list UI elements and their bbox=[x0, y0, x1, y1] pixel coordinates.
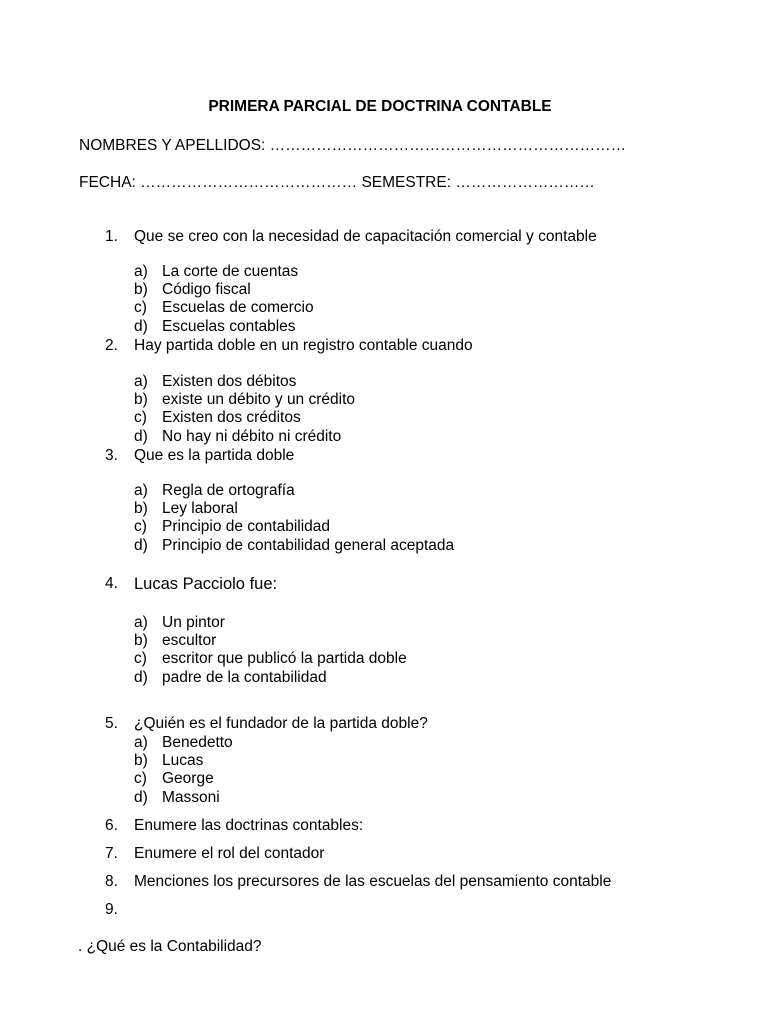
option-letter: d) bbox=[134, 788, 148, 806]
question-number: 9. bbox=[105, 901, 118, 918]
question-text: Menciones los precursores de las escuelas del pensamiento contable bbox=[134, 873, 612, 890]
option-text: Massoni bbox=[162, 788, 220, 806]
question-number: 8. bbox=[105, 873, 118, 890]
option-text: Un pintor bbox=[162, 614, 225, 631]
question-text: ¿Quién es el fundador de la partida doble? bbox=[134, 715, 428, 732]
option-text: escritor que publicó la partida doble bbox=[162, 650, 407, 668]
option-letter: b) bbox=[134, 281, 148, 299]
question-text: Enumere el rol del contador bbox=[134, 845, 325, 862]
option-text: Escuelas de comercio bbox=[162, 299, 314, 317]
option-text: Principio de contabilidad bbox=[162, 518, 331, 536]
option-letter: a) bbox=[134, 614, 148, 631]
option-text: Lucas bbox=[162, 752, 204, 770]
question-number: 5. bbox=[105, 715, 118, 732]
option-text: Código fiscal bbox=[162, 281, 251, 299]
option-letter: a) bbox=[134, 734, 148, 751]
option-letter: a) bbox=[134, 263, 148, 280]
option-text: padre de la contabilidad bbox=[162, 668, 327, 686]
option-letter: c) bbox=[134, 518, 147, 536]
option-text: La corte de cuentas bbox=[162, 263, 299, 280]
option-text: Escuelas contables bbox=[162, 317, 296, 335]
option-letter: c) bbox=[134, 299, 147, 317]
option-letter: d) bbox=[134, 317, 148, 335]
question-text: Lucas Pacciolo fue: bbox=[134, 575, 278, 593]
option-letter: b) bbox=[134, 752, 148, 770]
question-number: 6. bbox=[105, 817, 118, 834]
question-text: Que se creo con la necesidad de capacitación comercial y contable bbox=[134, 228, 597, 245]
date-semester-field: FECHA: …………………………………… SEMESTRE: ……………………… bbox=[79, 174, 595, 191]
option-letter: b) bbox=[134, 391, 148, 409]
option-letter: a) bbox=[134, 373, 148, 390]
option-text: Benedetto bbox=[162, 734, 233, 751]
question-text: Hay partida doble en un registro contable cuando bbox=[134, 337, 473, 354]
option-letter: c) bbox=[134, 409, 147, 427]
question-number: 3. bbox=[105, 447, 118, 464]
option-letter: d) bbox=[134, 668, 148, 686]
option-text: George bbox=[162, 770, 214, 788]
question-number: 7. bbox=[105, 845, 118, 862]
option-text: Existen dos débitos bbox=[162, 373, 297, 390]
option-letter: c) bbox=[134, 650, 147, 668]
option-text: Regla de ortografía bbox=[162, 482, 295, 499]
option-text: Principio de contabilidad general aceptada bbox=[162, 536, 455, 554]
names-field: NOMBRES Y APELLIDOS: …………………………………………………………… bbox=[79, 137, 627, 154]
option-letter: b) bbox=[134, 632, 148, 650]
question-text: Que es la partida doble bbox=[134, 447, 295, 464]
option-text: No hay ni débito ni crédito bbox=[162, 427, 342, 445]
option-letter: b) bbox=[134, 500, 148, 518]
option-letter: d) bbox=[134, 536, 148, 554]
question-text: Enumere las doctrinas contables: bbox=[134, 817, 364, 834]
option-letter: c) bbox=[134, 770, 147, 788]
option-text: escultor bbox=[162, 632, 217, 650]
page-title: PRIMERA PARCIAL DE DOCTRINA CONTABLE bbox=[208, 98, 552, 115]
option-text: Existen dos créditos bbox=[162, 409, 301, 427]
option-letter: a) bbox=[134, 482, 148, 499]
question-number: 1. bbox=[105, 228, 118, 245]
option-letter: d) bbox=[134, 427, 148, 445]
option-text: Ley laboral bbox=[162, 500, 238, 518]
question-number: 4. bbox=[105, 575, 118, 592]
option-text: existe un débito y un crédito bbox=[162, 391, 356, 409]
question-number: 2. bbox=[105, 337, 118, 354]
final-question: . ¿Qué es la Contabilidad? bbox=[78, 938, 262, 955]
